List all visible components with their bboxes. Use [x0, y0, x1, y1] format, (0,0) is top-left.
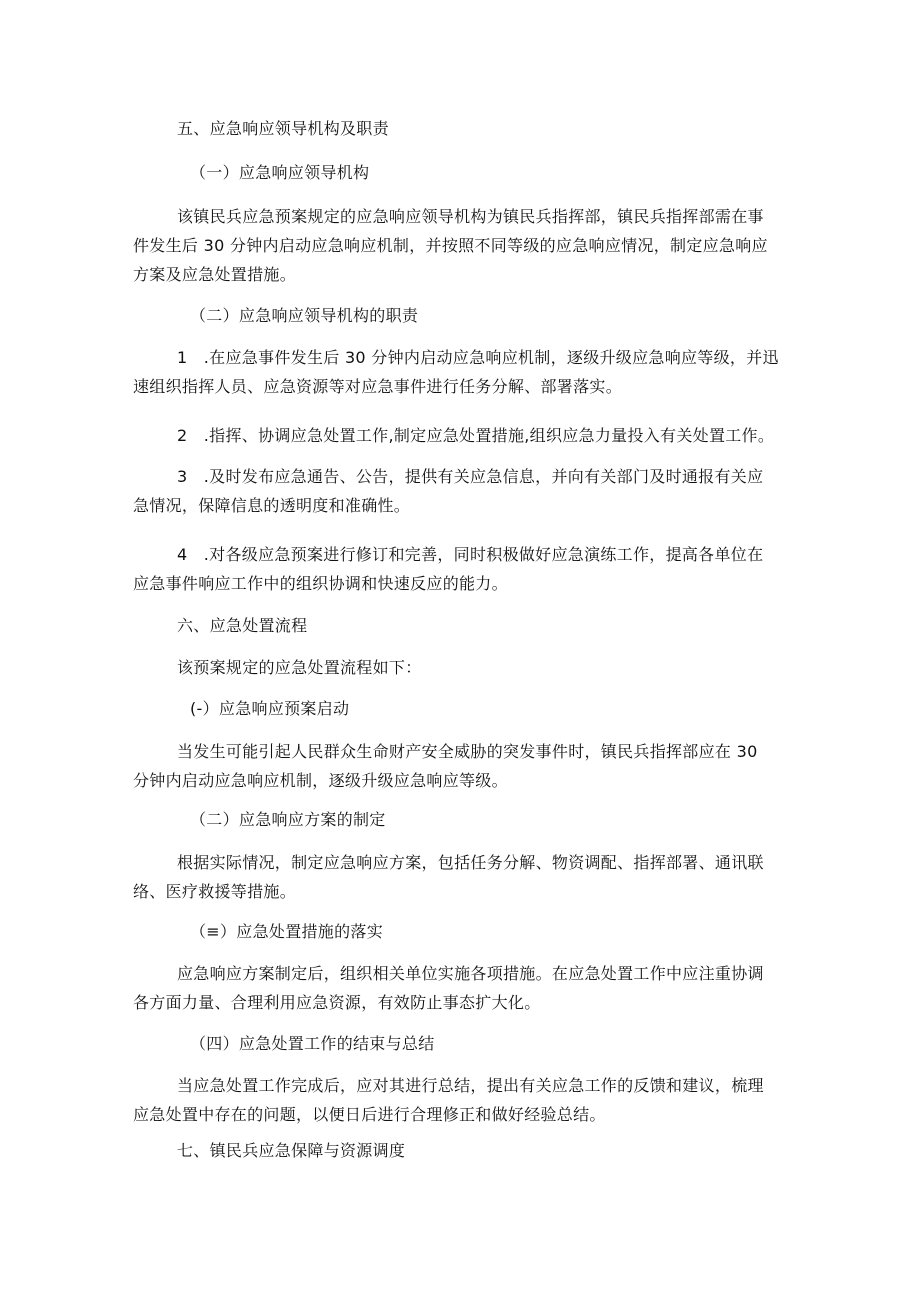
paragraph-line: 络、医疗救援等措施。 [133, 882, 297, 901]
duty-item-2-line: 2 .指挥、协调应急处置工作,制定应急处置措施,组织应急力量投入有关处置工作。 [177, 426, 775, 445]
section-6-3-heading: （≡）应急处置措施的落实 [190, 922, 384, 941]
duty-item-4-line: 4 .对各级应急预案进行修订和完善，同时积极做好应急演练工作，提高各单位在 [177, 545, 764, 564]
paragraph-line: 根据实际情况，制定应急响应方案，包括任务分解、物资调配、指挥部署、通讯联 [177, 853, 764, 872]
paragraph-line: 应急响应方案制定后，组织相关单位实施各项措施。在应急处置工作中应注重协调 [177, 964, 764, 983]
section-7-heading: 七、镇民兵应急保障与资源调度 [177, 1141, 406, 1160]
paragraph-line: 方案及应急处置措施。 [133, 265, 297, 284]
paragraph-line: 应急处置中存在的问题，以便日后进行合理修正和做好经验总结。 [133, 1105, 606, 1124]
duty-item-3-line: 急情况，保障信息的透明度和准确性。 [133, 496, 411, 515]
section-6-1-heading: (-）应急响应预案启动 [190, 699, 350, 718]
section-6-heading: 六、应急处置流程 [177, 616, 308, 635]
duty-item-1-line: 速组织指挥人员、应急资源等对应急事件进行任务分解、部署落实。 [133, 377, 623, 396]
paragraph-line: 当应急处置工作完成后，应对其进行总结，提出有关应急工作的反馈和建议，梳理 [177, 1076, 764, 1095]
section-5-heading: 五、应急响应领导机构及职责 [177, 119, 389, 138]
paragraph-line: 各方面力量、合理利用应急资源，有效防止事态扩大化。 [133, 993, 541, 1012]
duty-item-3-line: 3 .及时发布应急通告、公告，提供有关应急信息，并向有关部门及时通报有关应 [177, 467, 764, 486]
section-5-1-heading: （一）应急响应领导机构 [190, 163, 370, 182]
section-5-2-heading: （二）应急响应领导机构的职责 [190, 306, 419, 325]
paragraph-line: 当发生可能引起人民群众生命财产安全威胁的突发事件时，镇民兵指挥部应在 30 [177, 742, 758, 761]
section-6-4-heading: （四）应急处置工作的结束与总结 [190, 1034, 435, 1053]
duty-item-4-line: 应急事件响应工作中的组织协调和快速反应的能力。 [133, 574, 508, 593]
section-6-2-heading: （二）应急响应方案的制定 [190, 810, 386, 829]
paragraph-line: 分钟内启动应急响应机制，逐级升级应急响应等级。 [133, 771, 508, 790]
duty-item-1-line: 1 .在应急事件发生后 30 分钟内启动应急响应机制，逐级升级应急响应等级，并迅 [177, 348, 779, 367]
paragraph-line: 该镇民兵应急预案规定的应急响应领导机构为镇民兵指挥部，镇民兵指挥部需在事 [177, 207, 764, 226]
paragraph-line: 件发生后 30 分钟内启动应急响应机制，并按照不同等级的应急响应情况，制定应急响应 [133, 236, 768, 255]
section-6-intro: 该预案规定的应急处置流程如下： [177, 658, 422, 677]
